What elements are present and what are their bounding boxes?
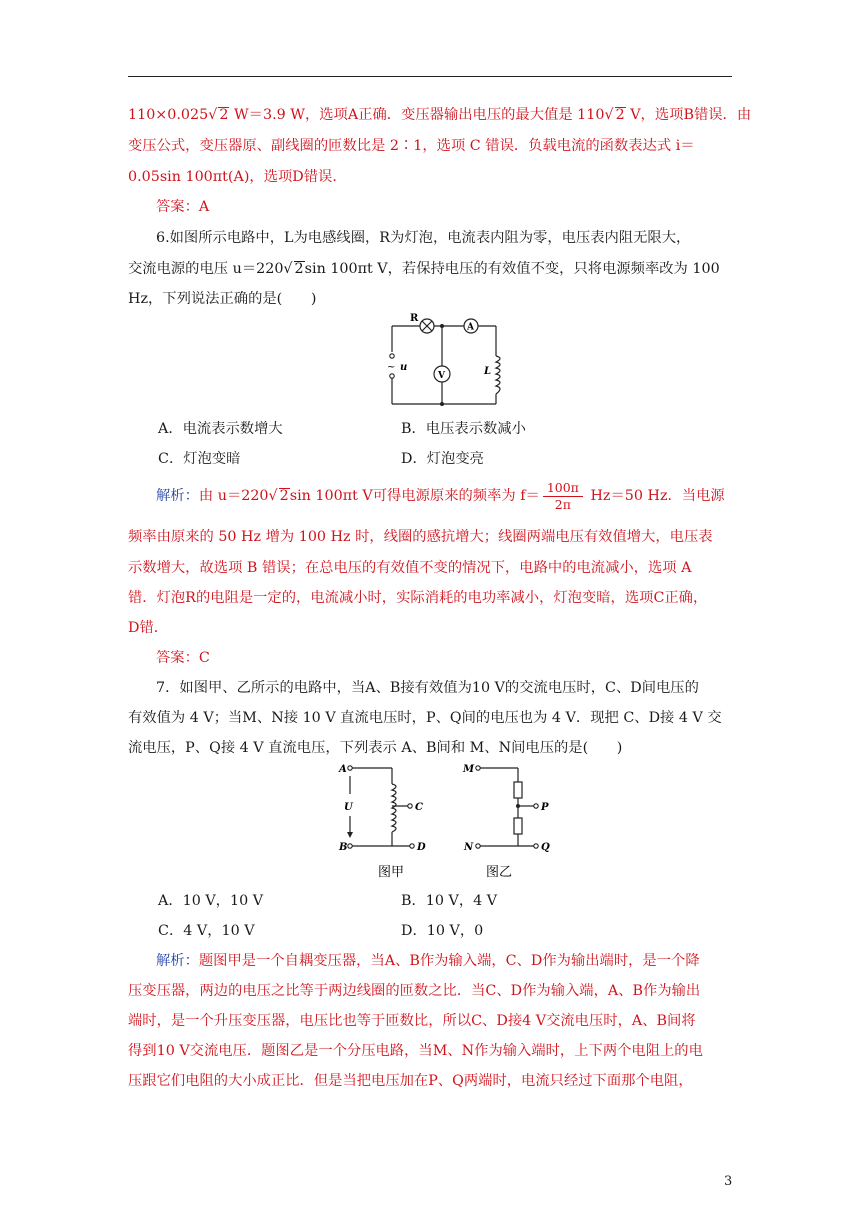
svg-text:B: B (339, 842, 348, 853)
prev-analysis-line3: 0.05sin 100πt(A)，选项D错误． (128, 169, 347, 185)
arrow-down-icon (347, 832, 353, 838)
q7-analysis-line5: 压跟它们电阻的大小成正比．但是当把电压加在P、Q两端时，电流只经过下面那个电阻， (128, 1073, 693, 1089)
q6-analysis-line3: 示数增大，故选项 B 错误；在总电压的有效值不变的情况下，电路中的电流减小，选项 A (128, 560, 692, 576)
q6-circuit-figure (380, 312, 510, 412)
q6-option-b: B．电压表示数减小 (401, 421, 526, 437)
inductor-l-icon (496, 356, 500, 394)
q7-option-a: A．10 V，10 V (158, 893, 264, 909)
q6-answer: 答案：C (156, 650, 210, 666)
q6-option-d: D．灯泡变亮 (401, 451, 484, 467)
header-rule (128, 76, 732, 77)
svg-text:u: u (400, 362, 408, 373)
resistor-top-icon (514, 782, 522, 798)
q7-analysis-line3: 端时，是一个升压变压器，电压比也等于匝数比，所以C、D接4 V交流电压时，A、B间将 (128, 1013, 696, 1029)
prev-analysis-line2: 变压公式，变压器原、副线圈的匝数比是 2∶1，选项 C 错误．负载电流的函数表达式 i＝ (128, 138, 695, 154)
prev-analysis-line1: 110×0.025√ 2 W＝3.9 W，选项A正确．变压器输出电压的最大值是 110√ 2 V，选项B错误．由 (128, 107, 752, 123)
q7-option-b: B．10 V，4 V (401, 893, 498, 909)
svg-text:V: V (438, 371, 445, 381)
resistor-bottom-icon (514, 818, 522, 834)
svg-text:P: P (541, 802, 549, 813)
q6-option-a: A．电流表示数增大 (158, 421, 283, 437)
svg-text:R: R (410, 313, 419, 324)
q7-figure-yi (460, 760, 560, 884)
svg-text:L: L (484, 366, 492, 377)
q6-stem-line2: 交流电源的电压 u＝220√ 2sin 100πt V，若保持电压的有效值不变，只将电源频率改为 100 (128, 261, 720, 277)
q6-analysis-line5: D错． (128, 620, 169, 636)
svg-text:A: A (339, 764, 347, 775)
q6-stem-line3: Hz，下列说法正确的是( ) (128, 291, 317, 307)
q7-analysis-line4: 得到10 V交流电压．题图乙是一个分压电路，当M、N作为输入端时，上下两个电阻上的电 (128, 1043, 703, 1059)
q7-figure-jia (336, 760, 436, 884)
prev-answer: 答案：A (156, 199, 210, 215)
svg-text:C: C (415, 802, 423, 813)
page-number: 3 (724, 1174, 733, 1189)
q7-analysis-line2: 压变压器，两边的电压之比等于两边线圈的匝数之比．当C、D作为输入端，A、B作为输出 (128, 983, 701, 999)
svg-text:~: ~ (387, 362, 396, 373)
q7-stem-line1: 7．如图甲、乙所示的电路中，当A、B接有效值为10 V的交流电压时，C、D间电压的 (156, 680, 699, 696)
svg-text:N: N (464, 842, 474, 853)
autotransformer-coil-icon (392, 784, 396, 832)
q7-analysis-line1: 解析：题图甲是一个自耦变压器，当A、B作为输入端，C、D作为输出端时，是一个降 (156, 953, 700, 969)
svg-text:D: D (417, 842, 426, 853)
lamp-r-icon (420, 319, 434, 333)
q6-option-c: C．灯泡变暗 (158, 451, 241, 467)
q7-stem-line2: 有效值为 4 V；当M、N接 10 V 直流电压时，P、Q间的电压也为 4 V．现把 C、D接 4 V 交 (128, 710, 722, 726)
q6-analysis-line4: 错．灯泡R的电阻是一定的，电流减小时，实际消耗的电功率减小，灯泡变暗，选项C正确， (128, 590, 708, 606)
svg-text:图甲: 图甲 (378, 865, 405, 880)
svg-text:U: U (344, 802, 353, 813)
q7-option-d: D．10 V，0 (401, 923, 484, 939)
svg-text:图乙: 图乙 (486, 865, 513, 880)
q7-stem-line3: 流电压，P、Q接 4 V 直流电压，下列表示 A、B间和 M、N间电压的是( ) (128, 740, 623, 756)
q6-analysis-line1: 解析：由 u＝220√ 2sin 100πt V可得电源原来的频率为 f＝ $\frac{100\pi}{2\pi}$ Hz＝50 Hz．当电源 (156, 479, 725, 512)
svg-text:M: M (463, 764, 475, 775)
q6-stem-line1: 6.如图所示电路中，L为电感线圈，R为灯泡，电流表内阻为零，电压表内阻无限大， (156, 230, 691, 246)
q7-option-c: C．4 V，10 V (158, 923, 255, 939)
svg-text:A: A (467, 322, 474, 333)
q6-analysis-line2: 频率由原来的 50 Hz 增为 100 Hz 时，线圈的感抗增大；线圈两端电压有效值增大，电压表 (128, 529, 713, 545)
svg-text:Q: Q (541, 842, 550, 853)
